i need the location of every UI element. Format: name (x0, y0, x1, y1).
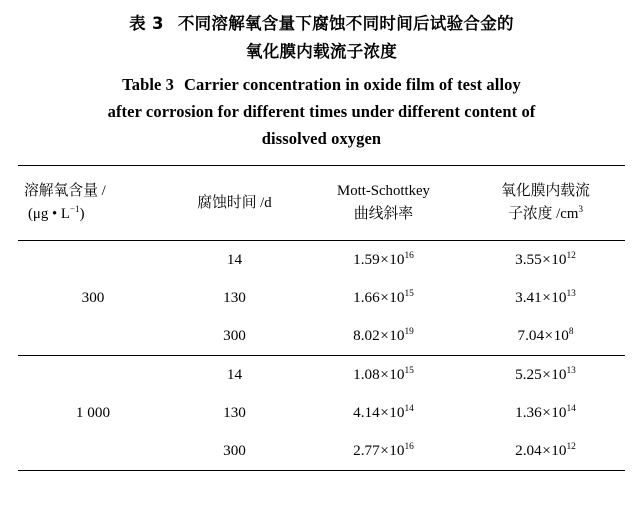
cell-concentration (466, 432, 625, 471)
multiply-icon: × (380, 442, 389, 459)
multiply-icon: × (544, 327, 554, 344)
cell-concentration-mantissa: 1.36 (515, 404, 542, 421)
multiply-icon: × (542, 404, 551, 421)
header-oxygen-content-unit (24, 203, 168, 226)
header-concentration-prefix: 子浓度 /cm (508, 206, 579, 222)
cell-concentration (466, 279, 625, 317)
cell-slope-base: 10 (389, 404, 405, 421)
cell-slope-base: 10 (389, 251, 405, 268)
cell-concentration-exponent: 12 (566, 441, 576, 452)
cell-slope-exponent: 14 (404, 403, 414, 414)
header-oxygen-content-line1: 溶解氧含量 / (24, 183, 106, 199)
header-corrosion-time: 腐蚀时间 /d (168, 166, 301, 241)
rule-cell (466, 471, 625, 472)
header-unit-prefix: (μg • L (28, 206, 70, 222)
multiply-icon: × (380, 251, 389, 268)
header-unit-suffix: ) (79, 206, 85, 222)
cell-concentration-base: 10 (551, 289, 567, 306)
cell-concentration-mantissa: 3.55 (515, 251, 542, 268)
cell-concentration-mantissa: 5.25 (515, 366, 542, 383)
cell-concentration-exponent: 13 (566, 288, 576, 299)
cell-time: 300 (223, 442, 246, 459)
cell-concentration (466, 394, 625, 432)
caption-chinese (18, 10, 625, 66)
carrier-concentration-table (18, 165, 625, 471)
cell-concentration-mantissa: 2.04 (515, 442, 542, 459)
cell-concentration-base: 10 (551, 366, 567, 383)
caption-english-line3: dissolved oxygen (261, 129, 382, 148)
cell-concentration-exponent: 8 (568, 326, 574, 337)
table-bottom-rule (18, 471, 625, 472)
multiply-icon: × (542, 251, 551, 268)
cell-slope-exponent: 15 (404, 365, 414, 376)
caption-english-line2: after corrosion for different times under different content of (107, 102, 536, 121)
caption-chinese-line1 (18, 10, 625, 38)
cell-concentration (466, 356, 625, 395)
cell-slope-mantissa: 4.14 (353, 404, 380, 421)
table-row (18, 241, 625, 280)
multiply-icon: × (542, 289, 551, 306)
cell-concentration-base: 10 (551, 251, 567, 268)
multiply-icon: × (542, 366, 551, 383)
caption-chinese-line2: 氧化膜内载流子浓度 (245, 42, 398, 61)
cell-slope-mantissa: 1.59 (353, 251, 380, 268)
cell-slope-exponent: 15 (404, 288, 414, 299)
cell-slope-mantissa: 2.77 (353, 442, 380, 459)
header-mott-schottkey-slope (301, 166, 466, 241)
cell-concentration-exponent: 12 (566, 250, 576, 261)
cell-slope-mantissa: 1.66 (353, 289, 380, 306)
header-concentration-exponent: 3 (578, 204, 583, 215)
cell-slope (301, 317, 466, 356)
cell-slope (301, 241, 466, 280)
multiply-icon: × (542, 442, 551, 459)
multiply-icon: × (380, 289, 389, 306)
header-unit-exponent: −1 (69, 204, 80, 215)
cell-concentration-exponent: 13 (566, 365, 576, 376)
header-oxygen-content (18, 166, 168, 241)
cell-concentration-mantissa: 3.41 (515, 289, 542, 306)
cell-time: 14 (168, 356, 301, 395)
cell-time: 300 (223, 327, 246, 344)
cell-concentration (466, 241, 625, 280)
cell-time: 130 (223, 289, 246, 306)
cell-time: 130 (223, 404, 246, 421)
cell-concentration-base: 10 (551, 404, 567, 421)
header-concentration-line2 (466, 203, 625, 226)
cell-slope (301, 432, 466, 471)
cell-slope-base: 10 (389, 442, 405, 459)
cell-slope-exponent: 16 (404, 441, 414, 452)
header-carrier-concentration (466, 166, 625, 241)
rule-cell (168, 471, 301, 472)
caption-english-text1: Carrier concentration in oxide film of test alloy (184, 75, 521, 94)
multiply-icon: × (380, 366, 389, 383)
header-concentration-line1: 氧化膜内载流 (501, 183, 590, 199)
table-header-row (18, 166, 625, 241)
cell-slope-base: 10 (389, 289, 405, 306)
cell-slope-mantissa: 1.08 (353, 366, 380, 383)
caption-english-line1 (18, 71, 625, 98)
table-row (18, 356, 625, 395)
cell-concentration (466, 317, 625, 356)
caption-chinese-text1: 不同溶解氧含量下腐蚀不同时间后试验合金的 (177, 14, 514, 33)
caption-english-label: Table 3 (122, 75, 175, 94)
cell-slope-exponent: 19 (404, 326, 414, 337)
group-oxygen-label: 300 (18, 241, 168, 356)
cell-slope-base: 10 (389, 366, 405, 383)
caption-english (18, 71, 625, 152)
rule-cell (18, 471, 168, 472)
cell-concentration-mantissa: 7.04 (517, 327, 545, 344)
cell-concentration-base: 10 (553, 327, 569, 344)
cell-time: 14 (168, 241, 301, 280)
cell-slope-mantissa: 8.02 (353, 327, 380, 344)
cell-concentration-exponent: 14 (566, 403, 576, 414)
caption-chinese-label: 表 3 (129, 14, 164, 33)
cell-slope-base: 10 (389, 327, 405, 344)
cell-slope (301, 279, 466, 317)
header-slope-line1: Mott-Schottkey (337, 183, 430, 199)
group-oxygen-label: 1 000 (18, 356, 168, 471)
cell-slope-exponent: 16 (404, 250, 414, 261)
multiply-icon: × (380, 404, 389, 421)
cell-slope (301, 356, 466, 395)
cell-concentration-base: 10 (551, 442, 567, 459)
rule-cell (301, 471, 466, 472)
cell-slope (301, 394, 466, 432)
header-slope-line2: 曲线斜率 (353, 206, 414, 222)
multiply-icon: × (380, 327, 389, 344)
